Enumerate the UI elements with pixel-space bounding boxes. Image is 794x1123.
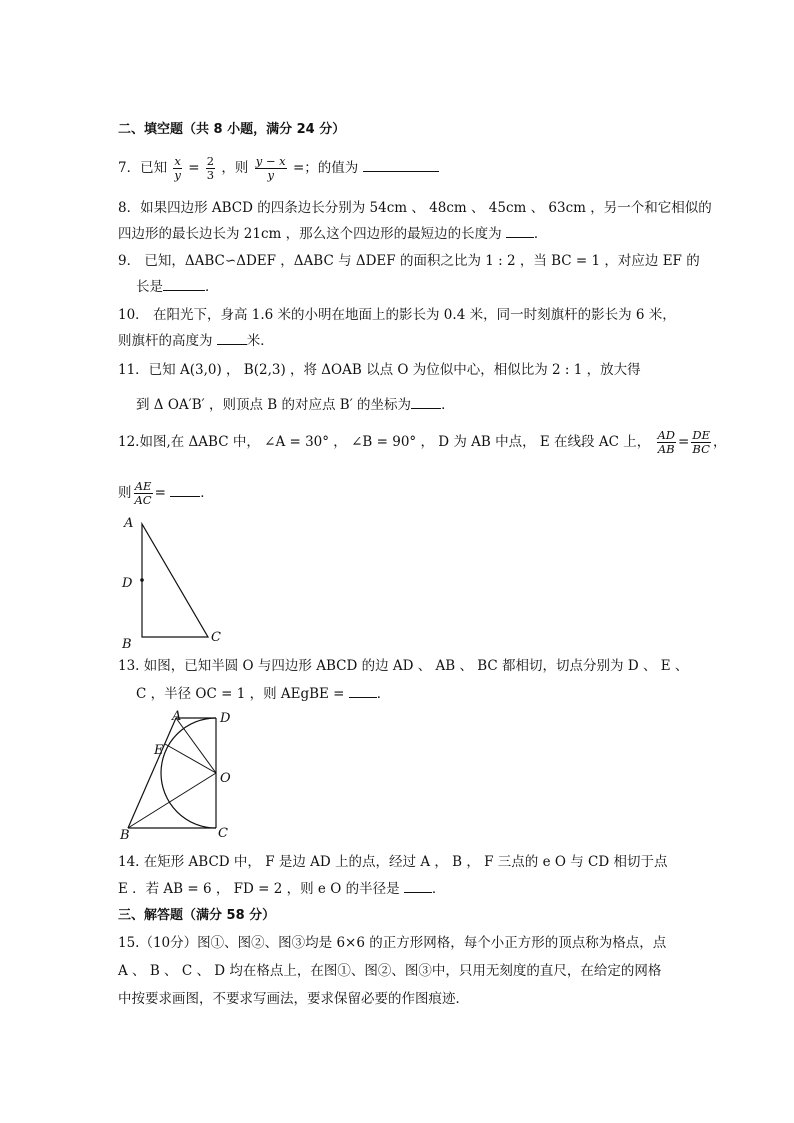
label-a: A [124,516,134,531]
q14-line-2: E ．若 AB = 6 ， FD = 2 ，则 e O 的半径是 ． [118,881,446,897]
q12-fraction-ae-over-ac: $\frac{AE}{AC}$ [134,479,152,507]
q8-line-2-text: 四边形的最长边长为 21cm ，那么这个四边形的最短边的长度为 [118,226,502,242]
q10-line-2 [118,332,274,350]
q8-answer-blank [506,225,534,238]
question-7 [118,153,439,183]
q13-semicircle-figure [118,706,238,846]
q13-line-1: 13. 如图，已知半圆 O 与四边形 ABCD 的边 AD 、 AB 、 BC 都相切，切点分别为 D 、 E 、 [118,658,689,674]
q13-answer-blank [349,685,377,698]
q7-fraction-x-over-y: $\frac{x}{y}$ [174,154,181,182]
q8-line-1: 8．如果四边形 ABCD 的四条边长分别为 54cm 、 48cm 、 45cm 、 63cm ，另一个和它相似的 [118,200,712,216]
q15-line-3: 中按要求画图，不要求写画法，要求保留必要的作图痕迹． [118,991,469,1007]
q10-unit: 米． [246,333,274,349]
q14-line-2-text: E ．若 AB = 6 ， FD = 2 ，则 e O 的半径是 [118,881,400,897]
point-d-marker [140,578,144,582]
q7-mid: ，则 [221,160,249,176]
q14-answer-blank [404,880,432,893]
q10-line-1: 10． 在阳光下，身高 1.6 米的小明在地面上的影长为 0.4 米，同一时刻旗杆的影长为 6 米， [118,307,676,323]
section-3-title: 三、解答题（满分 58 分） [118,908,276,923]
label-b: B [120,828,130,843]
q7-suffix: =；的值为 [292,160,359,176]
q7-prefix: 7．已知 [118,160,168,176]
label-c: C [218,826,228,841]
label-a: A [172,709,182,724]
q7-answer-blank [363,159,439,172]
q12-line-1: 12.如图,在 ΔABC 中， ∠A = 30° ， ∠B = 90° ， D 为 AB 中点， E 在线段 AC 上， $\frac{AD}{AB}$ = $\frac{DE}{BC}$ ， [118,428,727,456]
q9-line-1: 9． 已知，ΔABC∽ΔDEF ，ΔABC 与 ΔDEF 的面积之比为 1 : 2 ，当 BC = 1 ，对应边 EF 的 [118,253,700,269]
q15-line-1: 15.（10分）图①、图②、图③均是 6×6 的正方形网格，每个小正方形的顶点称为格点，点 [118,935,667,951]
label-e: E [154,743,164,758]
q12-fraction-de-over-bc: $\frac{DE}{BC}$ [692,428,710,456]
q10-line-2-text: 则旗杆的高度为 [118,333,213,349]
q12-line-2: 则 $\frac{AE}{AC}$ = ． [118,479,214,507]
label-d: D [220,711,231,726]
q9-answer-blank [163,278,205,291]
q11-line-2: 到 Δ OA′B′ ，则顶点 B 的对应点 B′ 的坐标为 ． [136,397,455,413]
q12-triangle-figure [118,515,228,650]
q11-line-1: 11．已知 A(3,0) ， B(2,3) ，将 ΔOAB 以点 O 为位似中心，相似比为 2 : 1 ，放大得 [118,362,641,378]
q15-line-2: A 、 B 、 C 、 D 均在格点上，在图①、图②、图③中，只用无刻度的直尺，在给定的网格 [118,963,662,979]
q9-line-2: 长是 ． [136,279,219,295]
q12-answer-blank [170,484,200,497]
q9-line-2-text: 长是 [136,279,163,295]
q12-line-2-prefix: 则 [118,485,132,501]
label-o: O [220,771,231,786]
section-2-title: 二、填空题（共 8 小题，满分 24 分） [118,122,346,137]
q12-equals: = [678,434,690,450]
label-c: C [211,630,221,645]
q13-line-2: C ，半径 OC = 1 ，则 AEgBE = ． [136,686,391,702]
label-b: B [122,637,132,652]
q11-line-2-text: 到 Δ OA′B′ ，则顶点 B 的对应点 B′ 的坐标为 [136,397,412,413]
q8-line-2: 四边形的最长边长为 21cm ，那么这个四边形的最短边的长度为 ． [118,226,548,242]
label-d: D [122,576,133,591]
q7-equals: = [188,160,200,176]
q11-answer-blank [411,396,441,409]
q14-line-1: 14. 在矩形 ABCD 中， F 是边 AD 上的点，经过 A ， B ， F 三点的 e O 与 CD 相切于点 [118,854,668,870]
q12-line-1-text: 12.如图,在 ΔABC 中， ∠A = 30° ， ∠B = 90° ， D 为 AB 中点， E 在线段 AC 上， [118,434,651,450]
q12-fraction-ad-over-ab: $\frac{AD}{AB}$ [657,428,676,456]
q13-line-2-text: C ，半径 OC = 1 ，则 AEgBE = [136,686,345,702]
q7-fraction-2-over-3: $\frac{2}{3}$ [206,154,215,182]
q7-fraction-y-minus-x-over-y: $\frac{y - x}{y}$ [255,154,286,182]
q10-answer-blank [217,332,247,345]
